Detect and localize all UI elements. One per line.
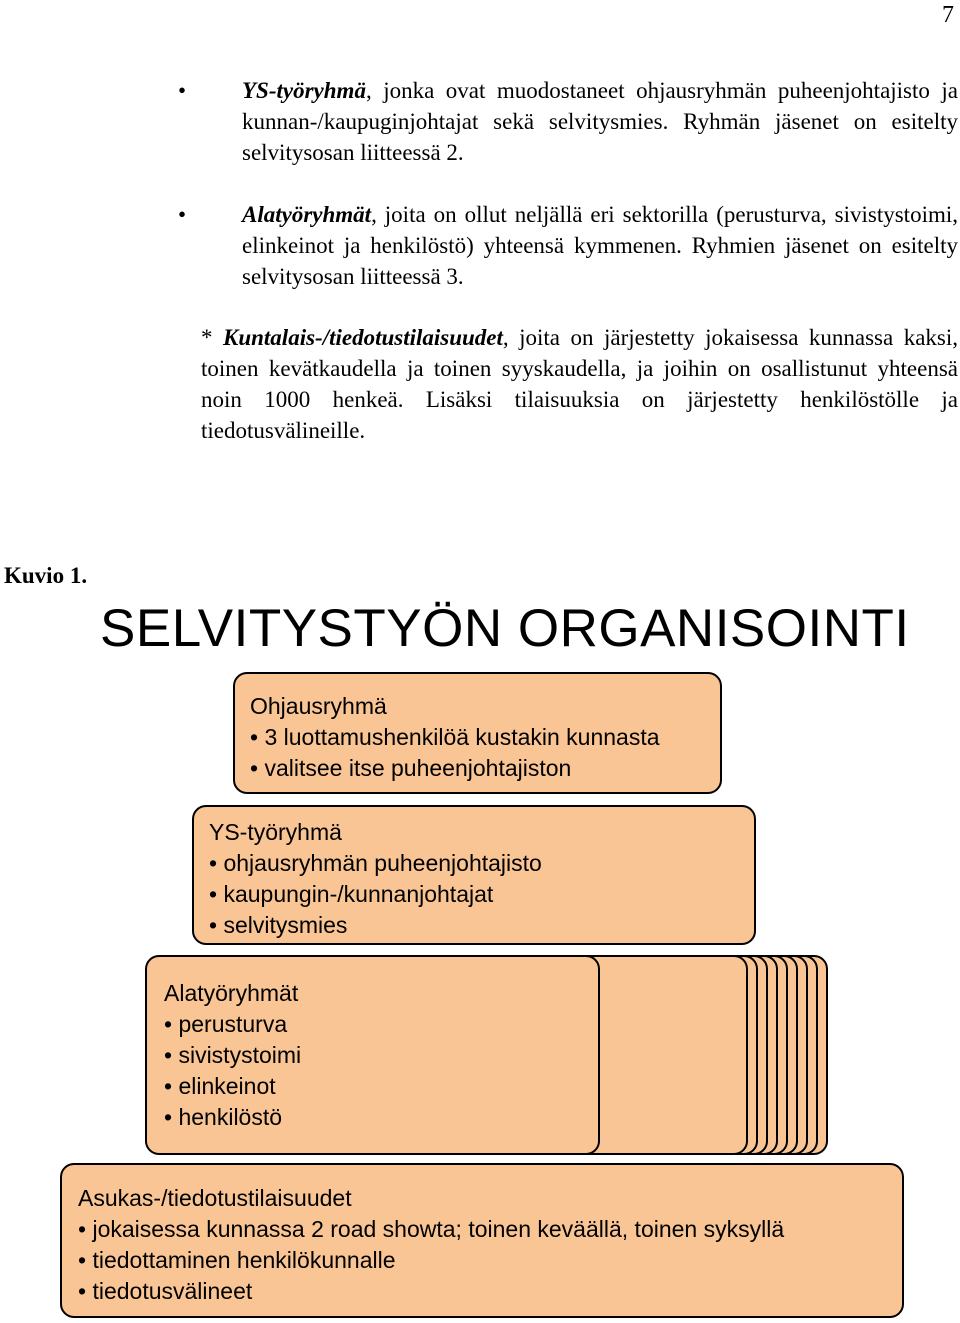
bullet-term: YS-työryhmä	[242, 78, 366, 103]
kuntalais-paragraph	[178, 322, 958, 446]
box-item: • kaupungin-/kunnanjohtajat	[209, 879, 754, 910]
box-item: • perusturva	[164, 1009, 598, 1040]
paragraph-lead: *	[201, 325, 213, 350]
box-item: • 3 luottamushenkilöä kustakin kunnasta	[250, 722, 720, 753]
ohjausryhma-box	[233, 672, 722, 794]
bullet-dot: •	[178, 78, 187, 103]
box-item: • tiedottaminen henkilökunnalle	[78, 1245, 902, 1276]
box-item: • ohjausryhmän puheenjohtajisto	[209, 848, 754, 879]
bullet-term: Alatyöryhmät	[242, 202, 372, 227]
bullet-ys-tyoryhma	[178, 75, 958, 168]
box-item: • tiedotusvälineet	[78, 1276, 902, 1307]
ys-tyoryhma-box	[192, 805, 756, 945]
box-title: YS-työryhmä	[209, 819, 342, 845]
paragraph-term: Kuntalais-/tiedotustilaisuudet	[222, 325, 503, 350]
bullet-dot: •	[178, 202, 187, 227]
page-number: 7	[942, 2, 954, 28]
box-item: • henkilöstö	[164, 1102, 598, 1133]
box-item: • sivistystoimi	[164, 1040, 598, 1071]
paragraph-text: , joita on järjestetty jokaisessa kunnassa kaksi, toinen kevätkaudella ja toinen syyskaudella, ja joihin on osallistunut yhteensä noin 1000 henkeä. Lisäksi tilaisuuksia on järjestetty henkilöstölle ja tiedotusvälineille.	[201, 325, 958, 443]
figure-caption: Kuvio 1.	[4, 563, 88, 588]
box-title: Asukas-/tiedotustilaisuudet	[78, 1185, 352, 1211]
bullet-text: , joita on ollut neljällä eri sektorilla (perusturva, sivistystoimi, elinkeinot ja henkilöstö) yhteensä kymmenen. Ryhmien jäsenet on esitelty selvitysosan liitteessä 3.	[242, 202, 958, 289]
box-item: • selvitysmies	[209, 910, 754, 941]
alatyoryhmat-box	[145, 955, 600, 1155]
box-item: • elinkeinot	[164, 1071, 598, 1102]
box-item: • jokaisessa kunnassa 2 road showta; toinen keväällä, toinen syksyllä	[78, 1214, 902, 1245]
box-item: • valitsee itse puheenjohtajiston	[250, 753, 720, 784]
asukas-box	[60, 1163, 904, 1318]
bullet-text: , jonka ovat muodostaneet ohjausryhmän puheenjohtajisto ja kunnan-/kaupuginjohtajat sekä selvitysmies. Ryhmän jäsenet on esitelty selvitysosan liitteessä 2.	[242, 78, 958, 165]
box-title: Ohjausryhmä	[250, 693, 387, 719]
figure-title: SELVITYSTYÖN ORGANISOINTI	[100, 599, 910, 658]
box-title: Alatyöryhmät	[164, 980, 299, 1006]
bullet-alatyoryhmat	[178, 199, 958, 292]
